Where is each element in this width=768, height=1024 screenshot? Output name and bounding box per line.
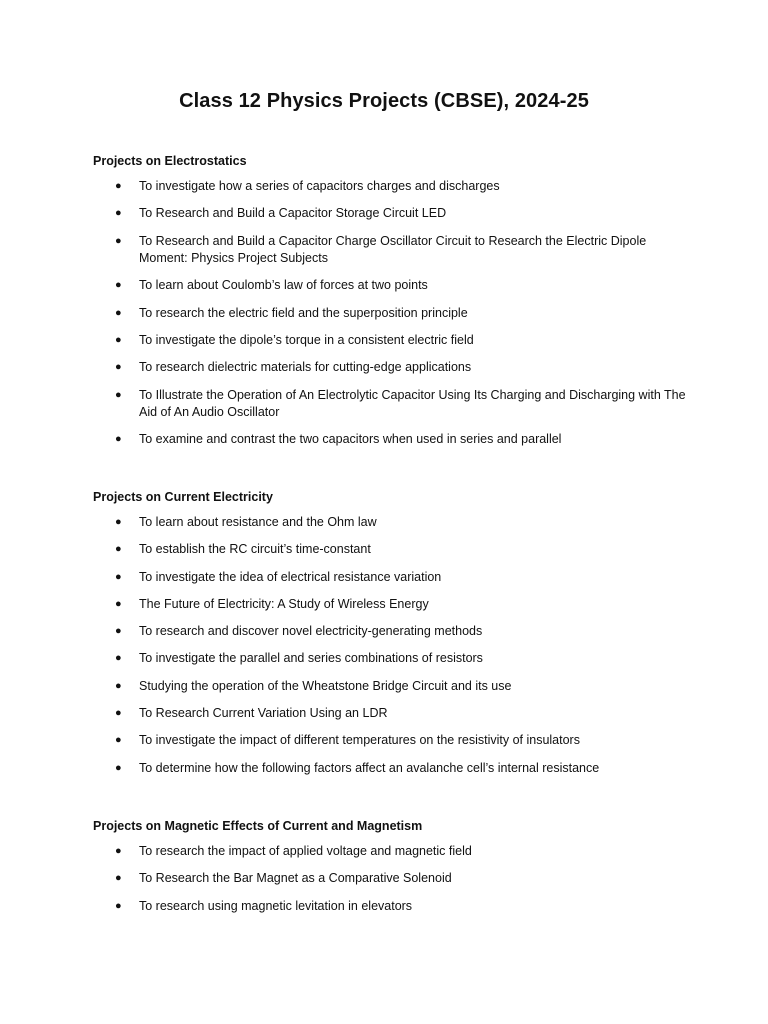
list-item-text: To research the impact of applied voltage and magnetic field	[139, 844, 472, 858]
list-item	[93, 178, 693, 196]
project-list	[93, 843, 693, 915]
section-electrostatics	[93, 153, 693, 459]
list-item	[93, 277, 693, 295]
list-item-text: To research dielectric materials for cutting-edge applications	[139, 360, 472, 375]
bullet-icon: ●	[115, 570, 122, 583]
section-magnetism	[93, 818, 693, 925]
bullet-icon: ●	[115, 679, 122, 692]
list-item	[93, 596, 693, 614]
list-item	[93, 359, 693, 377]
list-item	[93, 541, 693, 559]
list-item	[93, 843, 693, 861]
list-item-text: To establish the RC circuit’s time-constant	[139, 542, 371, 557]
section-heading: Projects on Magnetic Effects of Current and Magnetism	[93, 819, 423, 833]
bullet-icon: ●	[115, 899, 122, 912]
project-list	[93, 178, 693, 449]
bullet-icon: ●	[115, 597, 122, 610]
list-item	[93, 332, 693, 350]
bullet-icon: ●	[115, 388, 122, 401]
list-item	[93, 431, 693, 449]
list-item-text: To Research and Build a Capacitor Storage Circuit LED	[139, 206, 447, 221]
bullet-icon: ●	[115, 234, 122, 247]
list-item-text: To Research Current Variation Using an LDR	[139, 706, 388, 721]
section-current-electricity	[93, 489, 693, 787]
page-title: Class 12 Physics Projects (CBSE), 2024-25	[179, 90, 589, 112]
list-item-text: To investigate the impact of different temperatures on the resistivity of insulators	[139, 733, 580, 748]
list-item	[93, 514, 693, 532]
list-item-text: To research the electric field and the superposition principle	[139, 305, 468, 320]
list-item-text: To investigate the parallel and series combinations of resistors	[139, 651, 483, 666]
list-item	[93, 305, 693, 323]
bullet-icon: ●	[115, 180, 122, 192]
bullet-icon: ●	[115, 543, 122, 556]
list-item-text: To investigate the dipole’s torque in a consistent electric field	[139, 332, 474, 347]
list-item-text: Studying the operation of the Wheatstone Bridge Circuit and its use	[139, 678, 512, 693]
list-item-text: To learn about Coulomb’s law of forces at two points	[139, 278, 428, 293]
bullet-icon: ●	[115, 734, 122, 747]
bullet-icon: ●	[115, 279, 122, 292]
list-item-text: To Research the Bar Magnet as a Comparative Solenoid	[139, 871, 452, 886]
list-item	[93, 569, 693, 587]
section-heading: Projects on Current Electricity	[93, 490, 273, 504]
list-item-text: To Research and Build a Capacitor Charge Oscillator Circuit to Research the Electric Dipole Moment: Physics Project Subjects	[139, 233, 647, 266]
bullet-icon: ●	[115, 872, 122, 885]
list-item	[93, 732, 693, 750]
bullet-icon: ●	[115, 361, 122, 374]
list-item-text: To investigate the idea of electrical resistance variation	[139, 569, 442, 584]
list-item	[93, 705, 693, 723]
bullet-icon: ●	[115, 845, 122, 857]
list-item	[93, 678, 693, 696]
list-item	[93, 623, 693, 641]
list-item	[93, 760, 693, 778]
bullet-icon: ●	[115, 306, 122, 319]
bullet-icon: ●	[115, 207, 122, 220]
list-item	[93, 233, 693, 268]
list-item	[93, 650, 693, 668]
list-item-text: To examine and contrast the two capacitors when used in series and parallel	[139, 432, 562, 447]
list-item	[93, 870, 693, 888]
list-item-text: To Illustrate the Operation of An Electrolytic Capacitor Using Its Charging and Discharging with The Aid of An Audio Oscillator	[139, 387, 686, 420]
section-heading: Projects on Electrostatics	[93, 154, 247, 168]
bullet-icon: ●	[115, 433, 122, 446]
bullet-icon: ●	[115, 707, 122, 720]
bullet-icon: ●	[115, 652, 122, 665]
list-item-text: The Future of Electricity: A Study of Wireless Energy	[139, 596, 429, 611]
list-item	[93, 205, 693, 223]
list-item	[93, 898, 693, 916]
bullet-icon: ●	[115, 333, 122, 346]
list-item	[93, 387, 693, 422]
bullet-icon: ●	[115, 625, 122, 638]
list-item-text: To learn about resistance and the Ohm law	[139, 515, 377, 529]
list-item-text: To research and discover novel electricity-generating methods	[139, 624, 483, 639]
bullet-icon: ●	[115, 761, 122, 774]
bullet-icon: ●	[115, 516, 122, 528]
list-item-text: To determine how the following factors affect an avalanche cell’s internal resistance	[139, 760, 600, 775]
project-list	[93, 514, 693, 777]
list-item-text: To investigate how a series of capacitors charges and discharges	[139, 179, 500, 193]
list-item-text: To research using magnetic levitation in elevators	[139, 898, 413, 913]
